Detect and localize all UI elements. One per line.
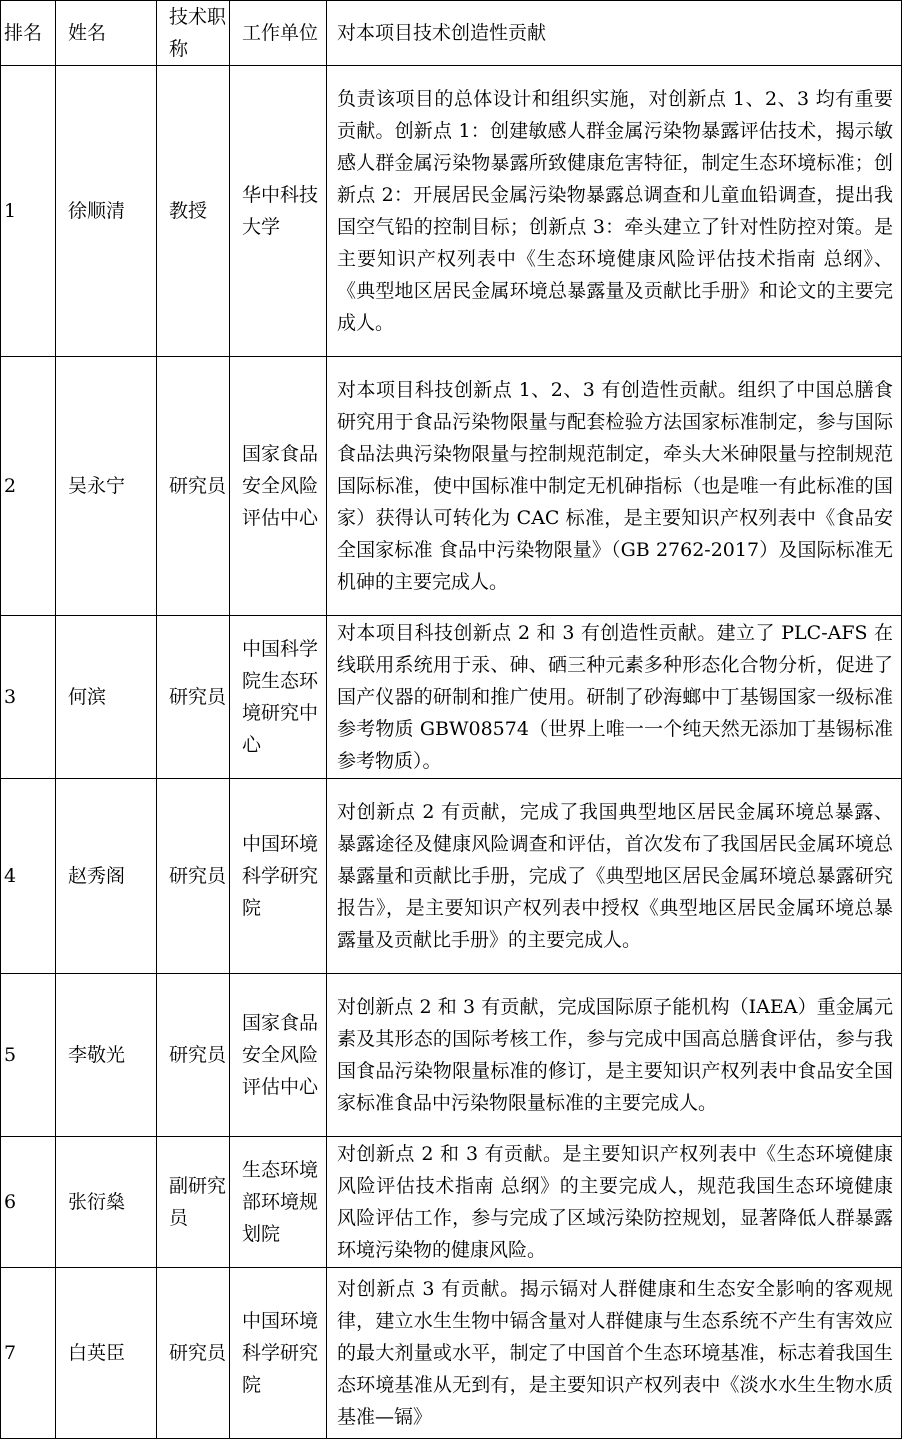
unit-cell: 生态环境部环境规划院	[230, 1137, 327, 1268]
contribution-cell: 对创新点 2 有贡献，完成了我国典型地区居民金属环境总暴露、暴露途径及健康风险调查和评估，首次发布了我国居民金属环境总暴露量和贡献比手册，完成了《典型地区居民金属环境总暴露研究报告》，是主要知识产权列表中授权《典型地区居民金属环境总暴露量及贡献比手册》的主要完成人。	[327, 779, 902, 974]
rank-cell: 5	[1, 974, 56, 1137]
table-row	[1, 779, 902, 974]
name-cell: 李敬光	[56, 974, 157, 1137]
name-cell: 白英臣	[56, 1268, 157, 1439]
title-cell: 研究员	[157, 357, 230, 616]
table-header-row	[1, 1, 902, 66]
unit-cell: 中国环境科学研究院	[230, 779, 327, 974]
contribution-cell: 负责该项目的总体设计和组织实施，对创新点 1、2、3 均有重要贡献。创新点 1：创建敏感人群金属污染物暴露评估技术，揭示敏感人群金属污染物暴露所致健康危害特征，制定生态环境标准；创新点 2：开展居民金属污染物暴露总调查和儿童血铅调查，提出我国空气铅的控制目标；创新点 3：牵头建立了针对性防控对策。是主要知识产权列表中《生态环境健康风险评估技术指南 总纲》、《典型地区居民金属环境总暴露量及贡献比手册》和论文的主要完成人。	[327, 66, 902, 357]
header-rank: 排名	[1, 1, 56, 66]
unit-cell: 中国科学院生态环境研究中心	[230, 616, 327, 779]
contribution-cell: 对创新点 2 和 3 有贡献，完成国际原子能机构（IAEA）重金属元素及其形态的国际考核工作，参与完成中国高总膳食评估，参与我国食品污染物限量标准的修订，是主要知识产权列表中食品安全国家标准食品中污染物限量标准的主要完成人。	[327, 974, 902, 1137]
unit-cell: 华中科技大学	[230, 66, 327, 357]
contribution-cell: 对创新点 2 和 3 有贡献。是主要知识产权列表中《生态环境健康风险评估技术指南 总纲》的主要完成人，规范我国生态环境健康风险评估工作，参与完成了区域污染防控规划，显著降低人群暴露环境污染物的健康风险。	[327, 1137, 902, 1268]
table-row	[1, 1137, 902, 1268]
name-cell: 徐顺清	[56, 66, 157, 357]
unit-cell: 中国环境科学研究院	[230, 1268, 327, 1439]
table-row	[1, 616, 902, 779]
name-cell: 赵秀阁	[56, 779, 157, 974]
name-cell: 吴永宁	[56, 357, 157, 616]
name-cell: 张衍燊	[56, 1137, 157, 1268]
header-title: 技术职称	[157, 1, 230, 66]
header-name: 姓名	[56, 1, 157, 66]
contribution-cell: 对本项目科技创新点 2 和 3 有创造性贡献。建立了 PLC-AFS 在线联用系统用于汞、砷、硒三种元素多种形态化合物分析，促进了国产仪器的研制和推广使用。研制了砂海螂中丁基锡国家一级标准参考物质 GBW08574（世界上唯一一个纯天然无添加丁基锡标准参考物质）。	[327, 616, 902, 779]
title-cell: 教授	[157, 66, 230, 357]
title-cell: 副研究员	[157, 1137, 230, 1268]
table-row	[1, 357, 902, 616]
table-row	[1, 66, 902, 357]
title-cell: 研究员	[157, 974, 230, 1137]
unit-cell: 国家食品安全风险评估中心	[230, 357, 327, 616]
rank-cell: 1	[1, 66, 56, 357]
rank-cell: 6	[1, 1137, 56, 1268]
table-row	[1, 974, 902, 1137]
rank-cell: 3	[1, 616, 56, 779]
contribution-cell: 对创新点 3 有贡献。揭示镉对人群健康和生态安全影响的客观规律，建立水生生物中镉含量对人群健康与生态系统不产生有害效应的最大剂量或水平，制定了中国首个生态环境基准，标志着我国生态环境基准从无到有，是主要知识产权列表中《淡水水生生物水质基准—镉》	[327, 1268, 902, 1439]
title-cell: 研究员	[157, 616, 230, 779]
name-cell: 何滨	[56, 616, 157, 779]
unit-cell: 国家食品安全风险评估中心	[230, 974, 327, 1137]
title-cell: 研究员	[157, 1268, 230, 1439]
header-unit: 工作单位	[230, 1, 327, 66]
rank-cell: 7	[1, 1268, 56, 1439]
table-row	[1, 1268, 902, 1439]
contribution-cell: 对本项目科技创新点 1、2、3 有创造性贡献。组织了中国总膳食研究用于食品污染物限量与配套检验方法国家标准制定，参与国际食品法典污染物限量与控制规范制定，牵头大米砷限量与控制规范国际标准，使中国标准中制定无机砷指标（也是唯一有此标准的国家）获得认可转化为 CAC 标准，是主要知识产权列表中《食品安全国家标准 食品中污染物限量》（GB 2762-2017）及国际标准无机砷的主要完成人。	[327, 357, 902, 616]
header-contribution: 对本项目技术创造性贡献	[327, 1, 902, 66]
rank-cell: 4	[1, 779, 56, 974]
rank-cell: 2	[1, 357, 56, 616]
title-cell: 研究员	[157, 779, 230, 974]
